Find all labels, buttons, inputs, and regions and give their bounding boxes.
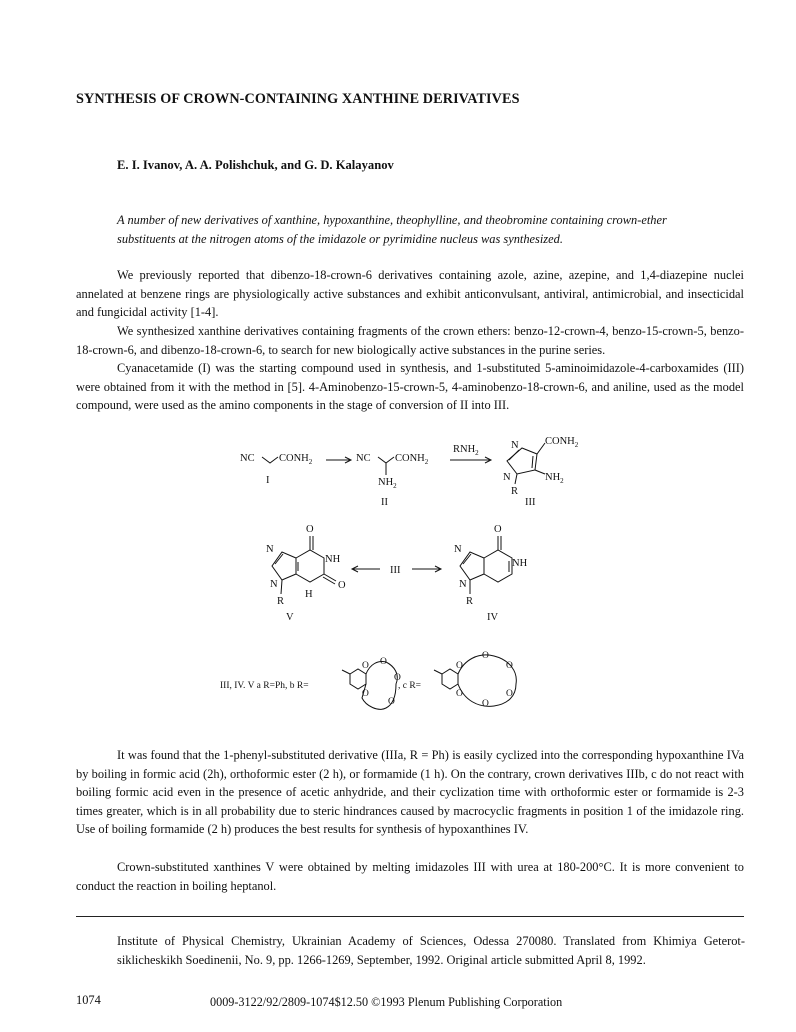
label-nc-II: NC xyxy=(356,453,371,464)
body-paragraph-4: It was found that the 1-phenyl-substituted derivative (IIIa, R = Ph) is easily cyclized into the corresponding hypoxanthine IVa by boiling in formic acid (2h), orthoformic ester (2 h), or formamide (1 h). On the contrary, crown derivatives IIIb, c do not react with boiling formic acid even in the presence of acetic anhydride, and their cyclization time with orthoformic ester or formamide is 2-3 times greater, which is in all probability due to steric hindrances caused by macrocyclic fragments in position 1 of the imidazole ring. Use of boiling formamide (2 h) produces the best results for synthesis of hypoxanthines IV. xyxy=(76,748,744,836)
compound-label-III: III xyxy=(525,497,536,508)
crown-b-o1: O xyxy=(362,661,369,671)
body-paragraph-2: We synthesized xanthine derivatives containing fragments of the crown ethers: benzo-12-crown-4, benzo-15-crown-5, benzo-18-crown-6, and dibenzo-18-crown-6, to search for new biologically active substances in the purine series. xyxy=(76,324,744,357)
atom-h-V: H xyxy=(305,589,313,600)
publisher-line: 0009-3122/92/2809-1074$12.50 ©1993 Plenum Publishing Corporation xyxy=(210,995,563,1009)
atom-nh-IV: NH xyxy=(512,558,528,569)
page-number: 1074 xyxy=(76,993,101,1007)
imidazole-ring-V xyxy=(272,552,296,580)
crown-b-o3: O xyxy=(394,673,401,683)
atom-r-III: R xyxy=(511,486,519,497)
crown-b-o2: O xyxy=(380,657,387,667)
label-nh2-III: $NH_2$ xyxy=(545,472,564,485)
atom-r-IV: R xyxy=(466,596,474,607)
crown-b-o4: O xyxy=(388,697,395,707)
substituent-legend-c: , c R= xyxy=(398,681,422,691)
abstract: A number of new derivatives of xanthine, hypoxanthine, theophylline, and theobromine containing crown-ether substituents at the nitrogen atoms of the imidazole or pyrimidine nucleus was synthesized. xyxy=(117,213,667,246)
label-nc-I: NC xyxy=(240,453,255,464)
bond-II xyxy=(378,457,394,463)
compound-label-II: II xyxy=(381,497,388,508)
benzene-ring-c xyxy=(442,669,458,689)
center-label-III: III xyxy=(390,565,401,576)
crown-c-o5: O xyxy=(482,699,489,709)
atom-n3-III: N xyxy=(511,440,519,451)
label-nh2-II: $NH_2$ xyxy=(378,477,397,490)
body-paragraph-3: Cyanacetamide (I) was the starting compound used in synthesis, and 1-substituted 5-aminoimidazole-4-carboxamides (III) were obtained from it with the method in [5]. 4-Aminobenzo-15-crown-5, 4-aminobenzo-18-crown-6, and aniline, used as the model compound, were used as the amino components in the stage of conversion of II into III. xyxy=(76,361,744,412)
atom-n9-IV: N xyxy=(459,579,467,590)
atom-o-V: O xyxy=(306,524,314,535)
body-paragraph-1: We previously reported that dibenzo-18-crown-6 derivatives containing azole, azine, azepine, and 1,4-diazepine nuclei annelated at benzene rings are physiologically active substances and exhibit anticonvulsant, antiviral, antimicrobial, and insecticidal and fungicidal activity [1-4]. xyxy=(76,268,744,319)
crown-c-o6: O xyxy=(456,689,463,699)
atom-r-V: R xyxy=(277,596,285,607)
crown-c-o1: O xyxy=(456,661,463,671)
crown-c-o3: O xyxy=(506,661,513,671)
atom-n9-V: N xyxy=(270,579,278,590)
label-conh2-I: $CONH_2$ xyxy=(279,453,313,466)
crown-c-o4: O xyxy=(506,689,513,699)
author-list: E. I. Ivanov, A. A. Polishchuk, and G. D. Kalayanov xyxy=(117,158,394,172)
atom-n7-V: N xyxy=(266,544,274,555)
label-conh2-III: $CONH_2$ xyxy=(545,436,579,449)
atom-o2-V: O xyxy=(338,580,346,591)
atom-n7-IV: N xyxy=(454,544,462,555)
body-paragraph-5: Crown-substituted xanthines V were obtained by melting imidazoles III with urea at 180-200°C. It is more convenient to conduct the reaction in boiling heptanol. xyxy=(76,860,744,893)
atom-nh-V: NH xyxy=(325,554,341,565)
compound-label-IV: IV xyxy=(487,612,499,623)
footnote-rule xyxy=(76,916,744,917)
footnote-affiliation: Institute of Physical Chemistry, Ukrainian Academy of Sciences, Odessa 270080. Translated from Khimiya Geterot-siklicheskikh Soedinenii, No. 9, pp. 1266-1269, September, 1992. Original article submitted April 8, 1992. xyxy=(117,934,745,967)
crown-b-o5: O xyxy=(362,689,369,699)
label-conh2-II: $CONH_2$ xyxy=(395,453,429,466)
bond-I xyxy=(262,457,278,463)
paper-title: SYNTHESIS OF CROWN-CONTAINING XANTHINE DERIVATIVES xyxy=(76,91,520,107)
compound-label-I: I xyxy=(266,475,270,486)
pyrimidine-ring-IV xyxy=(484,550,512,582)
substituent-legend-ab: III, IV. V a R=Ph, b R= xyxy=(220,681,309,691)
crown-c-o2: O xyxy=(482,651,489,661)
benzene-ring-b xyxy=(350,669,366,689)
label-rnh2: $RNH_2$ xyxy=(453,444,479,457)
imidazole-ring-IV xyxy=(460,552,484,580)
pyrimidine-ring-V xyxy=(296,550,324,582)
compound-label-V: V xyxy=(286,612,294,623)
atom-o-IV: O xyxy=(494,524,502,535)
atom-n1-III: N xyxy=(503,472,511,483)
